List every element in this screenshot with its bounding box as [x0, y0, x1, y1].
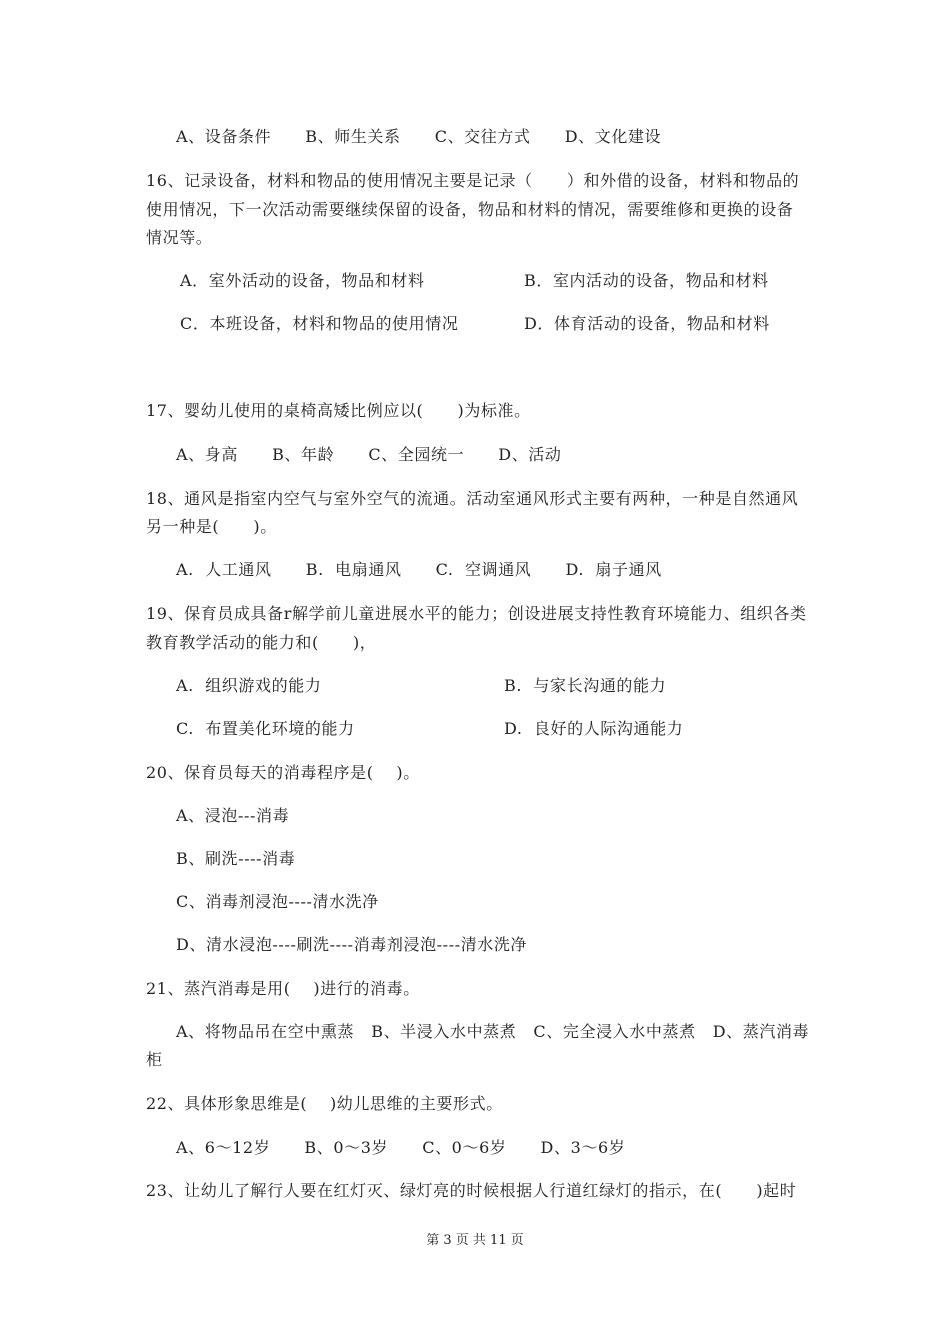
q18-line1: 18、通风是指室内空气与室外空气的流通。活动室通风形式主要有两种，一种是自然通风: [146, 489, 799, 508]
q16-line3: 情况等。: [146, 228, 213, 247]
q21-options: A、将物品吊在空中熏蒸 B、半浸入水中蒸煮 C、完全浸入水中蒸煮 D、蒸汽消毒: [176, 1022, 810, 1041]
q20-option-b: B、刷洗----消毒: [176, 849, 296, 868]
q16-option-b: B．室内活动的设备，物品和材料: [524, 271, 769, 290]
q17-stem: 17、婴幼儿使用的桌椅高矮比例应以( )为标准。: [146, 401, 531, 420]
q22-stem: 22、具体形象思维是( )幼儿思维的主要形式。: [146, 1094, 503, 1113]
q19-option-d: D. 良好的人际沟通能力: [504, 719, 684, 738]
q20-option-d: D、清水浸泡----刷洗----消毒剂浸泡----清水洗净: [176, 935, 528, 954]
q23-line1: 23、让幼儿了解行人要在红灯灭、绿灯亮的时候根据人行道红绿灯的指示，在( )起时: [146, 1181, 797, 1200]
q15-options: A、设备条件 B、师生关系 C、交往方式 D、文化建设: [176, 127, 662, 146]
q19-option-c: C. 布置美化环境的能力: [176, 719, 355, 738]
page-footer: 第 3 页 共 11 页: [426, 1233, 524, 1248]
q16-option-d: D．体育活动的设备，物品和材料: [524, 314, 770, 333]
q19-line2: 教育教学活动的能力和( )，: [146, 633, 377, 652]
q20-option-a: A、浸泡---消毒: [176, 806, 290, 825]
q17-options: A、身高 B、年龄 C、全园统一 D、活动: [176, 445, 562, 464]
q16-option-c: C．本班设备，材料和物品的使用情况: [180, 314, 459, 333]
q16-option-a: A．室外活动的设备，物品和材料: [180, 271, 425, 290]
q20-stem: 20、保育员每天的消毒程序是( )。: [146, 763, 420, 782]
q19-line1: 19、保育员成具备r解学前儿童进展水平的能力；创设进展支持性教育环境能力、组织各类: [146, 604, 807, 623]
q19-option-b: B. 与家长沟通的能力: [504, 676, 667, 695]
q22-options: A、6～12岁 B、0～3岁 C、0～6岁 D、3～6岁: [176, 1138, 626, 1157]
q21-options-cont: 柜: [146, 1050, 163, 1069]
q16-line2: 使用情况，下一次活动需要继续保留的设备，物品和材料的情况，需要维修和更换的设备: [146, 200, 794, 219]
q18-line2: 另一种是( )。: [146, 517, 277, 536]
q20-option-c: C、消毒剂浸泡----清水洗净: [176, 892, 379, 911]
q21-stem: 21、蒸汽消毒是用( )进行的消毒。: [146, 979, 420, 998]
q16-line1: 16、记录设备，材料和物品的使用情况主要是记录（ ）和外借的设备，材料和物品的: [146, 171, 800, 190]
q18-options: A. 人工通风 B. 电扇通风 C. 空调通风 D. 扇子通风: [176, 560, 662, 579]
q19-option-a: A. 组织游戏的能力: [176, 676, 322, 695]
